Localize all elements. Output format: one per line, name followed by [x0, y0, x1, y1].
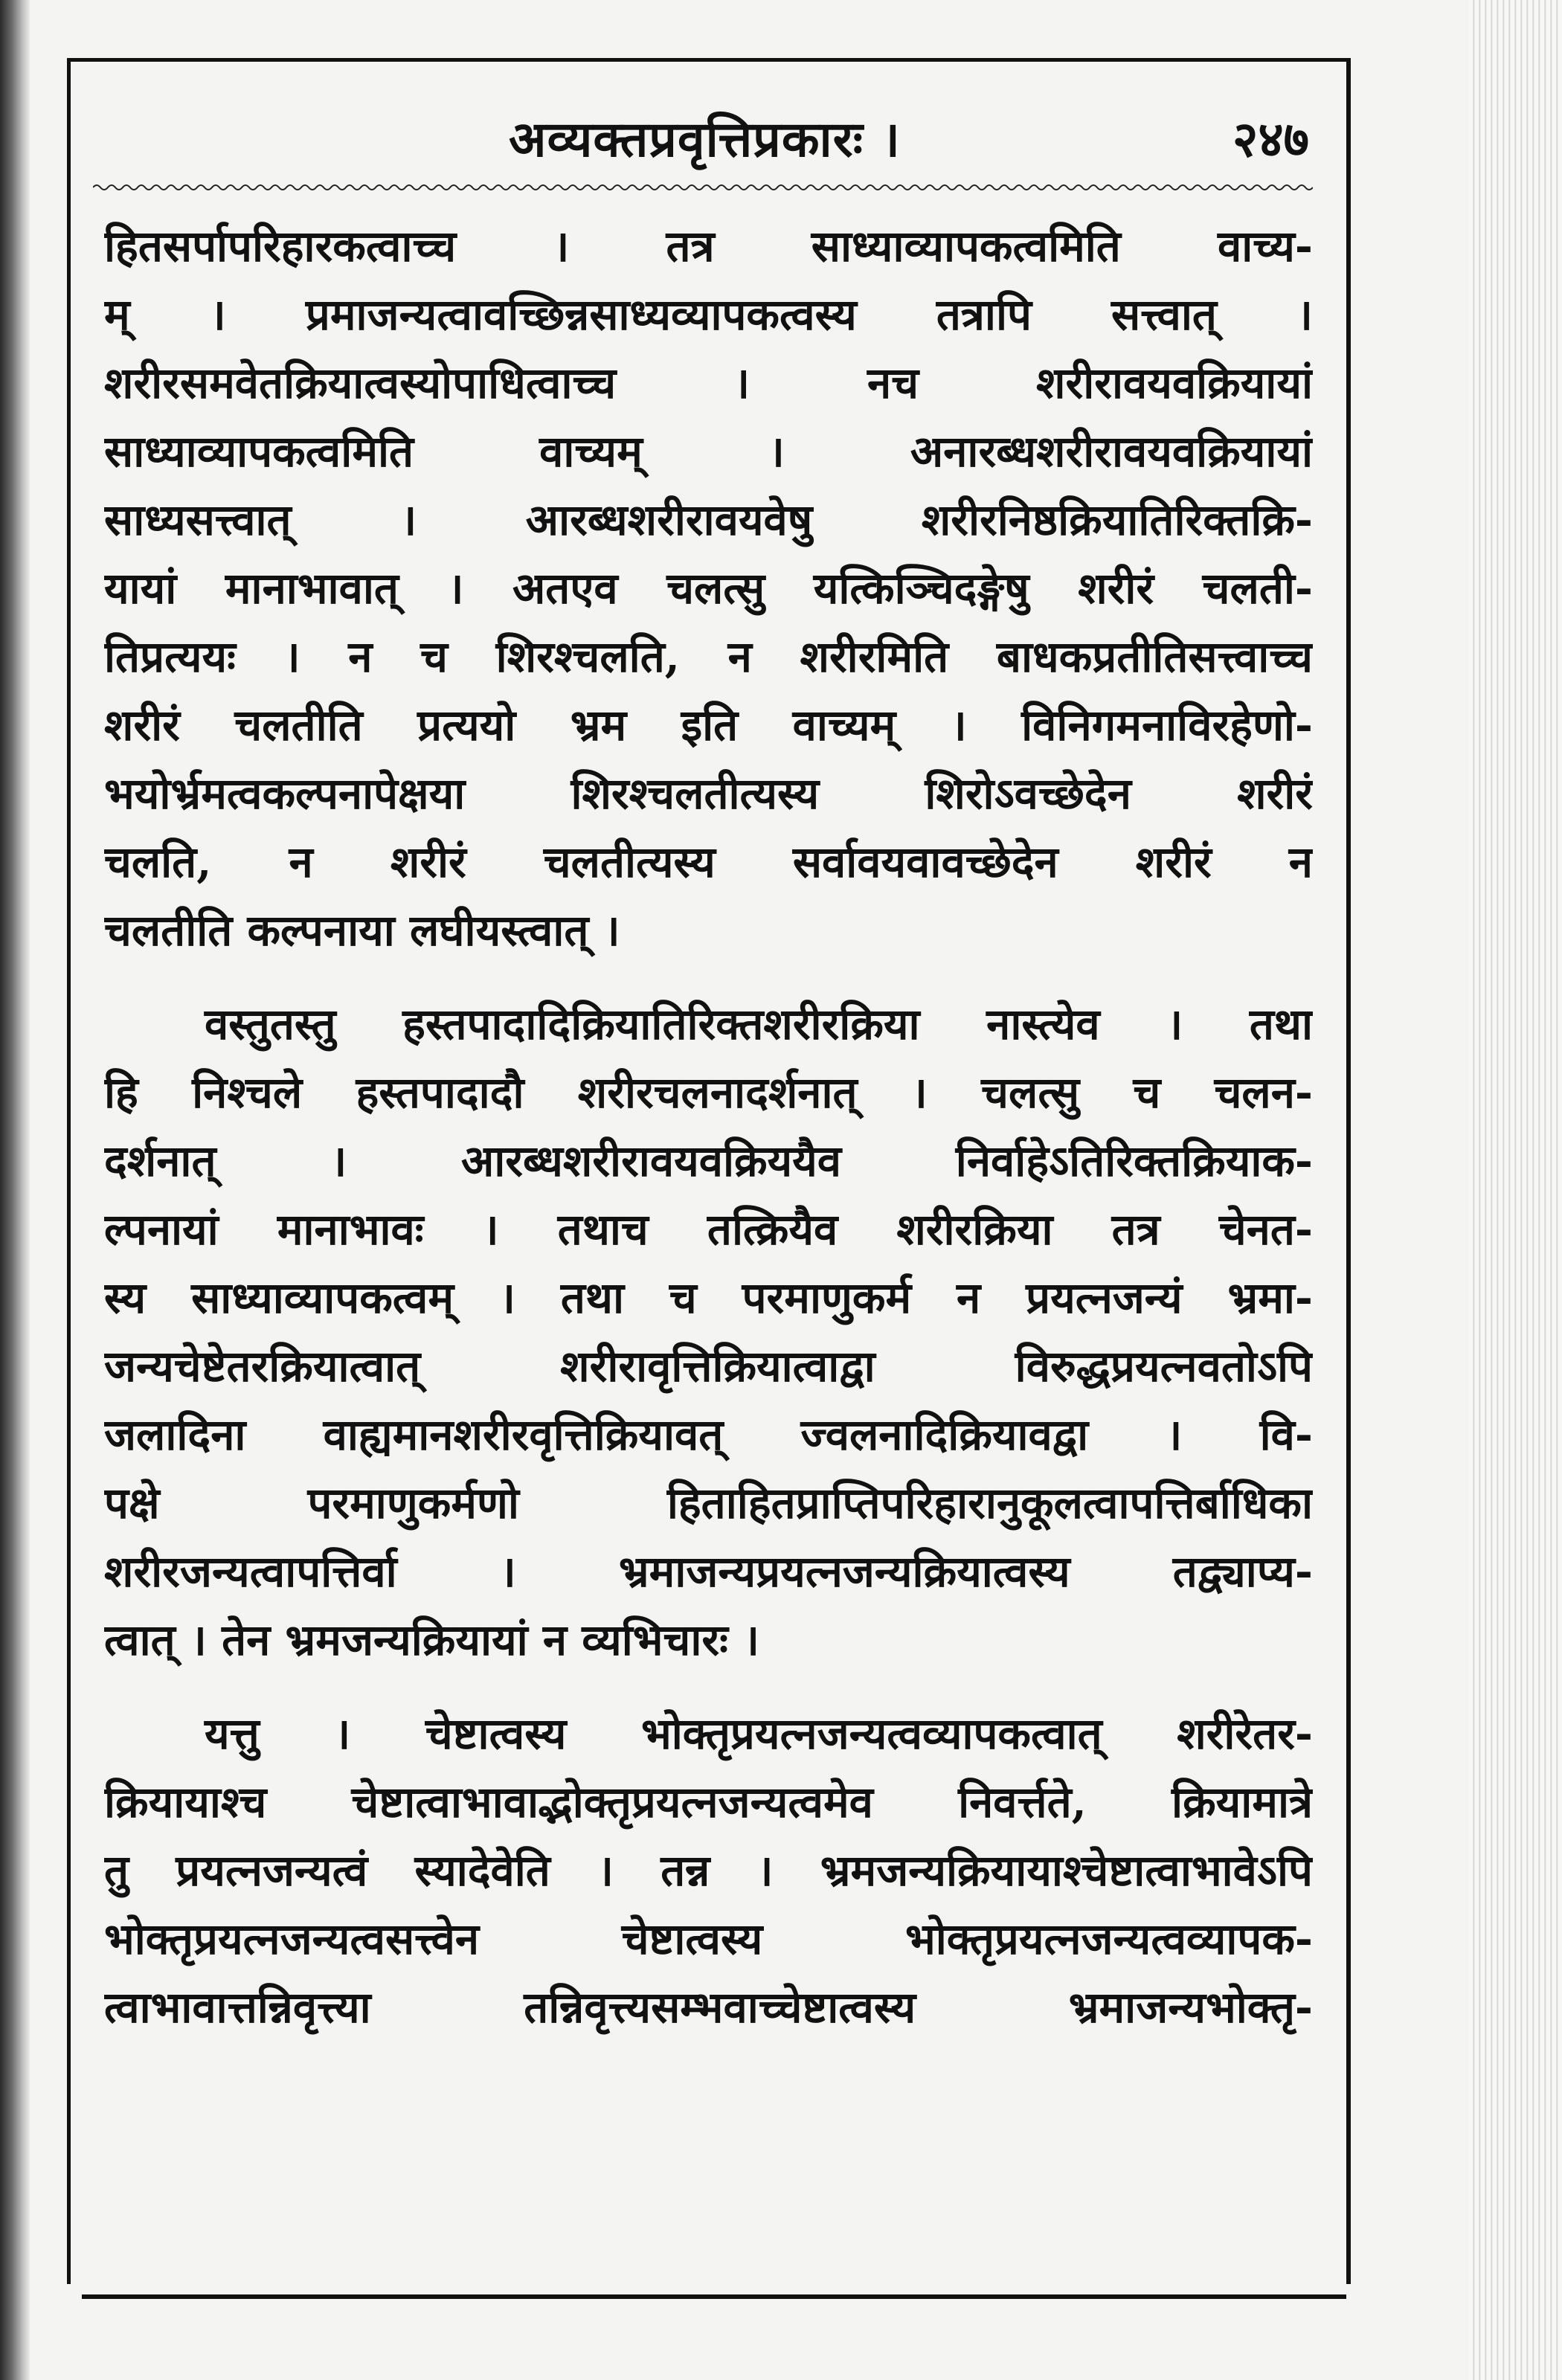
- text-line: जलादिना वाह्यमानशरीरवृत्तिक्रियावत् ज्वलनादिक्रियावद्वा । वि-: [104, 1409, 1313, 1460]
- running-title: अव्यक्तप्रवृत्तिप्रकारः ।: [509, 110, 901, 168]
- text-line: क्रियायाश्च चेष्टात्वाभावाद्भोक्तृप्रयत्नजन्यत्वमेव निवर्त्तते, क्रियामात्रे: [104, 1777, 1313, 1827]
- text-line: तिप्रत्ययः । न च शिरश्चलति, न शरीरमिति बाधकप्रतीतिसत्त्वाच्च: [104, 631, 1313, 682]
- text-line: हितसर्पापरिहारकत्वाच्च । तत्र साध्याव्यापकत्वमिति वाच्य-: [104, 221, 1313, 271]
- text-line: जन्यचेष्टेतरक्रियात्वात् शरीरावृत्तिक्रियात्वाद्वा विरुद्धप्रयत्नवतोऽपि: [104, 1341, 1313, 1392]
- text-line: दर्शनात् । आरब्धशरीरावयवक्रिययैव निर्वाहेऽतिरिक्तक्रियाक-: [104, 1136, 1313, 1186]
- text-line: शरीरसमवेतक्रियात्वस्योपाधित्वाच्च । नच शरीरावयवक्रियायां: [104, 358, 1313, 408]
- body-text: [104, 212, 1313, 2042]
- text-line: शरीरं चलतीति प्रत्ययो भ्रम इति वाच्यम् । विनिगमनाविरहेणो-: [104, 700, 1313, 750]
- page-number: २४७: [1232, 110, 1309, 168]
- text-line: स्य साध्याव्यापकत्वम् । तथा च परमाणुकर्म न प्रयत्नजन्यं भ्रमा-: [104, 1273, 1313, 1323]
- text-line: चलतीति कल्पनाया लघीयस्त्वात् ।: [104, 905, 620, 956]
- bottom-rule: [82, 2294, 1346, 2299]
- text-line: भयोर्भ्रमत्वकल्पनापेक्षया शिरश्चलतीत्यस्य शिरोऽवच्छेदेन शरीरं: [104, 768, 1313, 819]
- text-line: तु प्रयत्नजन्यत्वं स्यादेवेति । तन्न । भ्रमजन्यक्रियायाश्चेष्टात्वाभावेऽपि: [104, 1845, 1313, 1896]
- book-spine-shadow: [0, 0, 30, 2380]
- text-line: चलति, न शरीरं चलतीत्यस्य सर्वावयवावच्छेदेन शरीरं न: [104, 837, 1313, 887]
- text-line: म् । प्रमाजन्यत्वावच्छिन्नसाध्यव्यापकत्वस्य तत्रापि सत्त्वात् ।: [104, 289, 1313, 340]
- text-line: शरीरजन्यत्वापत्तिर्वा । भ्रमाजन्यप्रयत्नजन्यक्रियात्वस्य तद्व्याप्य-: [104, 1546, 1313, 1597]
- text-line: ल्पनायां मानाभावः । तथाच तत्क्रियैव शरीरक्रिया तत्र चेनत-: [104, 1204, 1313, 1255]
- text-line: त्वात् । तेन भ्रमजन्यक्रियायां न व्यभिचारः ।: [104, 1615, 759, 1665]
- text-line: वस्तुतस्तु हस्तपादादिक्रियातिरिक्तशरीरक्रिया नास्त्येव । तथा: [205, 999, 1313, 1049]
- page-header: [71, 104, 1339, 178]
- text-line: त्वाभावात्तन्निवृत्त्या तन्निवृत्त्यसम्भवाच्चेष्टात्वस्य भ्रमाजन्यभोक्तृ-: [104, 1982, 1313, 2033]
- text-line: यायां मानाभावात् । अतएव चलत्सु यत्किञ्चिदङ्गेषु शरीरं चलती-: [104, 563, 1313, 614]
- wavy-divider: [93, 182, 1313, 193]
- text-line: यत्तु । चेष्टात्वस्य भोक्तृप्रयत्नजन्यत्वव्यापकत्वात् शरीरेतर-: [205, 1708, 1313, 1759]
- paragraph-1: [104, 212, 1313, 965]
- paragraph-2: [104, 990, 1313, 1674]
- text-line: हि निश्चले हस्तपादादौ शरीरचलनादर्शनात् । चलत्सु च चलन-: [104, 1067, 1313, 1118]
- page-edges: [1469, 0, 1562, 2380]
- text-line: पक्षे परमाणुकर्मणो हिताहितप्राप्तिपरिहारानुकूलत्वापत्तिर्बाधिका: [104, 1478, 1313, 1528]
- text-line: साध्यसत्त्वात् । आरब्धशरीरावयवेषु शरीरनिष्ठक्रियातिरिक्तक्रि-: [104, 495, 1313, 545]
- text-line: साध्याव्यापकत्वमिति वाच्यम् । अनारब्धशरीरावयवक्रियायां: [104, 426, 1313, 477]
- text-line: भोक्तृप्रयत्नजन्यत्वसत्त्वेन चेष्टात्वस्य भोक्तृप्रयत्नजन्यत्वव्यापक-: [104, 1914, 1313, 1964]
- paragraph-3: [104, 1699, 1313, 2042]
